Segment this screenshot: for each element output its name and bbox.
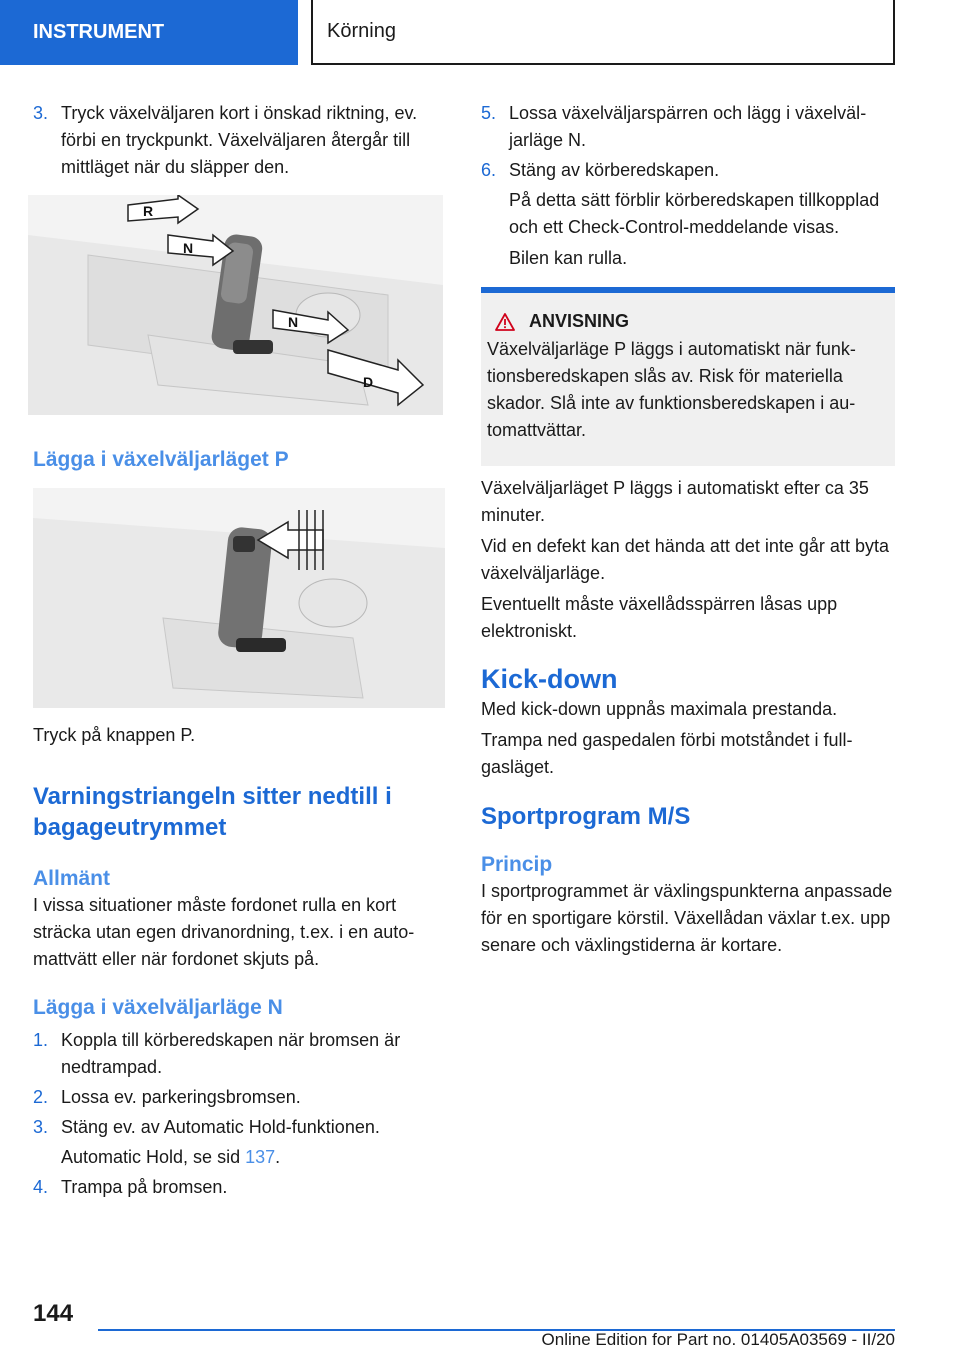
gear-label-r: R	[143, 203, 154, 219]
page-link-137[interactable]: 137	[245, 1147, 276, 1167]
list-item	[481, 157, 895, 184]
step-number: 6.	[481, 160, 497, 180]
step-number: 3.	[33, 103, 49, 123]
paragraph: Trampa ned gaspedalen förbi motståndet i fullgasläget.	[481, 730, 853, 777]
step-number: 1.	[33, 1030, 49, 1050]
heading-warning-triangle: Varningstriangeln sitter nedtill i bagageutrymmet	[33, 783, 392, 841]
paragraph: Vid en defekt kan det hända att det inte går att byta växelväljarläge.	[481, 536, 889, 583]
press-p-illustration	[33, 488, 445, 708]
step-text: Lossa ev. parkeringsbromsen.	[61, 1087, 301, 1107]
step-note: Bilen kan rulla.	[509, 248, 628, 268]
step-number: 3.	[33, 1117, 49, 1137]
warning-text: Växelväljarläge P läggs i automatiskt när funktionsberedskapen slås av. Risk för materiella skador. Slå inte av funktionsberedskapen i automattvättar.	[487, 339, 856, 440]
list-item	[33, 1027, 445, 1081]
warning-triangle-icon	[495, 313, 515, 331]
paragraph: Växelväljarläget P läggs i automatiskt efter ca 35 minuter.	[481, 478, 869, 525]
gear-label-d: D	[363, 374, 374, 390]
gear-selector-illustration	[28, 195, 443, 415]
step-number: 5.	[481, 103, 497, 123]
warning-heading	[495, 311, 887, 332]
page-title: Körning	[311, 0, 895, 65]
heading-general: Allmänt	[33, 867, 111, 890]
general-text: I vissa situationer måste fordonet rulla en kort sträcka utan egen drivanordning, t.ex. i en automattvätt eller när fordonet skjuts på.	[33, 895, 415, 969]
heading-kick-down: Kick-down	[481, 664, 618, 694]
heading-sport-program: Sportprogram M/S	[481, 803, 691, 830]
gear-selector-figure	[28, 195, 443, 415]
heading-neutral: Lägga i växelväljarläge N	[33, 996, 283, 1019]
step-note: På detta sätt förblir körberedskapen tillkopplad och ett Check-Control-meddelande visas.	[509, 190, 880, 237]
hold-ref-text: Automatic Hold, se sid	[61, 1147, 246, 1167]
step-text: Koppla till körberedskapen när bromsen är nedtrampad.	[61, 1030, 401, 1077]
list-item	[481, 100, 895, 154]
step-text: Lossa växelväljarspärren och lägg i växelväljarläge N.	[509, 103, 867, 150]
list-item	[33, 1114, 445, 1141]
hold-reference	[33, 1144, 445, 1171]
step-text: Trampa på bromsen.	[61, 1177, 228, 1197]
gear-label-n: N	[288, 314, 299, 330]
hold-ref-end: .	[275, 1147, 281, 1167]
step-number: 4.	[33, 1177, 49, 1197]
step-number: 2.	[33, 1087, 49, 1107]
step-text: Tryck växelväljaren kort i önskad riktning, ev. förbi en tryckpunkt. Växelväljaren återgår till mittläget när du släpper den.	[61, 103, 418, 177]
list-item	[33, 100, 445, 181]
left-heading-p-wrap	[33, 447, 445, 473]
press-p-figure	[33, 488, 445, 708]
step-text: Stäng ev. av Automatic Hold-funktionen.	[61, 1117, 380, 1137]
page-number: 144	[33, 1300, 74, 1327]
right-lower-column	[481, 475, 895, 959]
left-lower-column	[33, 722, 445, 1204]
heading-park: Lägga i växelväljarläget P	[33, 448, 289, 471]
press-p-text: Tryck på knappen P.	[33, 725, 196, 745]
left-column	[33, 100, 445, 181]
paragraph: Med kick-down uppnås maximala prestanda.	[481, 699, 838, 719]
warning-box	[481, 287, 895, 466]
edition-text: Online Edition for Part no. 01405A03569 - II/20	[541, 1330, 895, 1349]
section-tab: INSTRUMENT	[0, 0, 298, 65]
warning-title: ANVISNING	[529, 311, 630, 331]
gear-label-n: N	[183, 240, 194, 256]
step-text: Stäng av körberedskapen.	[509, 160, 720, 180]
list-item	[33, 1174, 445, 1201]
paragraph: Eventuellt måste växellådsspärren låsas upp elektroniskt.	[481, 594, 838, 641]
heading-principle: Princip	[481, 853, 553, 876]
principle-text: I sportprogrammet är växlingspunkterna anpassade för en sportigare körstil. Växellådan växlar t.ex. upp senare och växlingstiderna är kortare.	[481, 881, 893, 955]
list-item	[33, 1084, 445, 1111]
right-column	[481, 100, 895, 272]
